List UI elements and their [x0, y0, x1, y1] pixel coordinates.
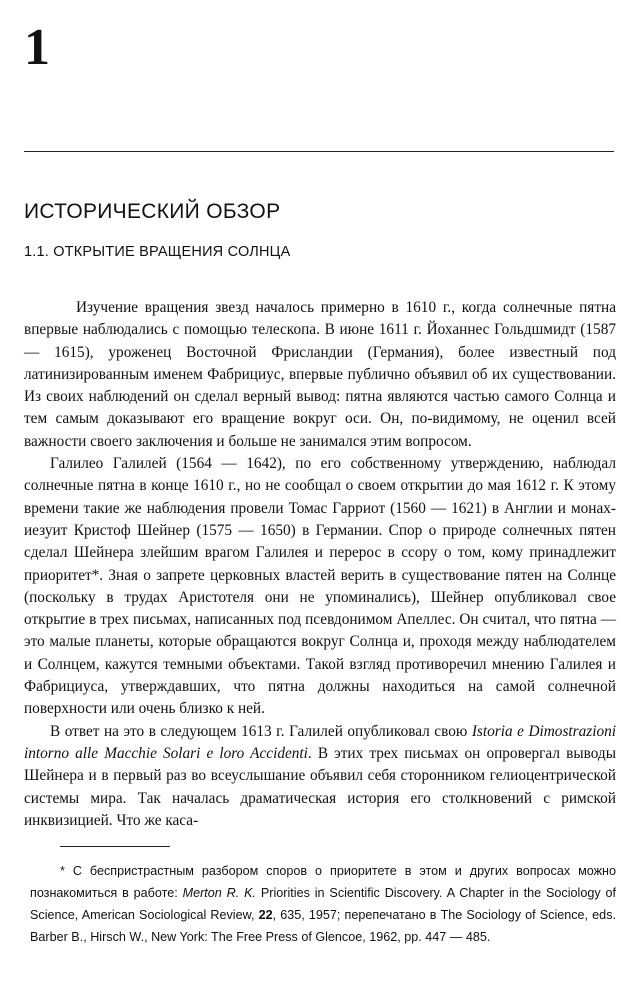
- footnote-rule: [60, 846, 170, 847]
- footnote-author: Merton R. K.: [182, 886, 257, 900]
- footnote-marker: *: [60, 864, 73, 878]
- paragraph-3-start: В ответ на это в следующем 1613 г. Галилей опубликовал свою: [50, 722, 472, 740]
- chapter-title: ИСТОРИЧЕСКИЙ ОБЗОР: [24, 200, 281, 223]
- paragraph-1: Изучение вращения звезд началось примерно в 1610 г., когда солнечные пятна впервые наблюдались с помощью телескопа. В июне 1611 г. Йоханнес Гольдшмидт (1587 — 1615), уроженец Восточной Фрисландии (Германия), более известный под латинизированным именем Фабрициус, впервые публично объявил об их существовании. Из своих наблюдений он сделал верный вывод: пятна являются частью самого Солнца и тем самым доказывают его вращение вокруг оси. Он, по-видимому, не оценил всей важности своего заключения и больше не занимался этим вопросом.: [24, 299, 616, 450]
- section-title: 1.1. ОТКРЫТИЕ ВРАЩЕНИЯ СОЛНЦА: [24, 244, 291, 260]
- paragraph-2: Галилео Галилей (1564 — 1642), по его собственному утверждению, наблюдал солнечные пятна в конце 1610 г., но не сообщал о своем открытии до мая 1612 г. К этому времени такие же наблюдения провели Томас Гарриот (1560 — 1621) в Англии и монах-иезуит Кристоф Шейнер (1575 — 1650) в Германии. Спор о природе солнечных пятен сделал Шейнера злейшим врагом Галилея и перерос в ссору о том, кому принадлежит приоритет*. Зная о запрете церковных властей верить в существование пятен на Солнце (поскольку в трудах Аристотеля они не упоминались), Шейнер опубликовал свое открытие в трех письмах, написанных под псевдонимом Апеллес. Он считал, что пятна — это малые планеты, которые обращаются вокруг Солнца и, проходя между наблюдателем и Солнцем, кажутся темными объектами. Такой взгляд противоречил мнению Галилея и Фабрициуса, утверждавших, что пятна должны находиться на самой солнечной поверхности или очень близко к ней.: [24, 455, 616, 718]
- chapter-divider-rule: [24, 151, 614, 152]
- footnote: [30, 860, 616, 948]
- footnote-volume: 22: [258, 908, 273, 922]
- footnote-text-end: , 635, 1957; перепечатано в The Sociology of Science, eds. Barber B., Hirsch W., New York: The Free Press of Glencoe, 1962, pp. 447 — 485.: [30, 908, 616, 944]
- paragraph-3: [24, 721, 616, 832]
- footnote-text-start: С беспристрастным разбором споров о приоритете в этом и других вопросах можно познакомиться в работе:: [30, 864, 617, 900]
- paragraph-3-end: . В этих трех письмах он опровергал выводы Шейнера и в первый раз во всеуслышание объявил себя сторонником гелиоцентрической системы мира. Так началась драматическая история его столкновений с римской инквизицией. Что же каса-: [24, 744, 616, 829]
- book-title-italic: Istoria e Dimostrazioni intorno alle Macchie Solari e loro Accidenti: [24, 722, 616, 762]
- footnote-text-mid: Priorities in Scientific Discovery. A Chapter in the Sociology of Science, American Sociological Review,: [30, 886, 616, 922]
- chapter-number: 1: [24, 19, 50, 76]
- body-text: [24, 297, 616, 832]
